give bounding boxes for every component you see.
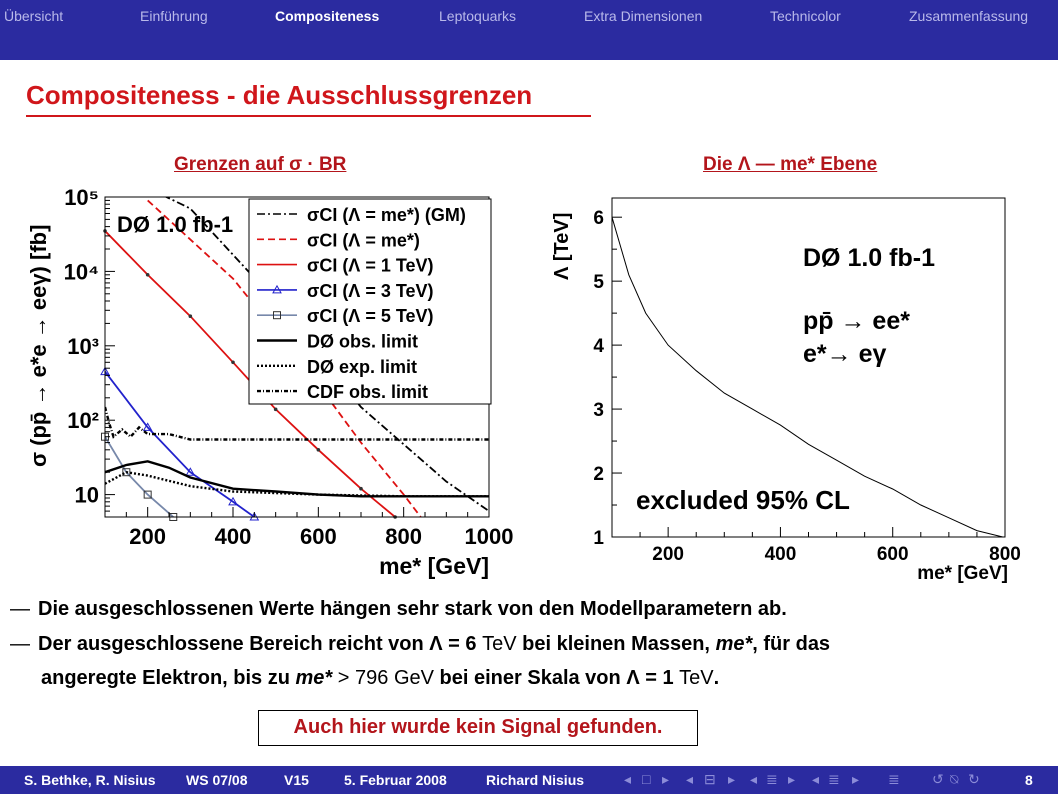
y-tick-label: 1	[593, 528, 604, 549]
legend-entry: σCI (Λ = me*)	[307, 230, 420, 251]
bullet-2-cont-text-b: bei einer Skala von	[439, 667, 621, 689]
alert-box: Auch hier wurde kein Signal gefunden.	[258, 710, 698, 746]
x-tick-label: 400	[764, 544, 797, 565]
nav-search-icon[interactable]: ⍉	[950, 771, 959, 787]
nav-item-leptoquarks[interactable]: Leptoquarks	[439, 8, 517, 24]
legend-entry: DØ obs. limit	[307, 331, 419, 352]
bullet-1	[10, 598, 787, 621]
series-line-4	[105, 372, 254, 517]
y-tick-label: 10⁵	[64, 185, 99, 210]
experiment-label: DØ 1.0 fb-1	[117, 212, 234, 237]
bullet-2-cont-mass-symbol: me*	[295, 667, 333, 689]
nav-slide-icon[interactable]: ⊟	[704, 771, 716, 787]
nav-toc-icon[interactable]: ≣	[888, 771, 900, 787]
y-axis-title: σ (pp̄ → e*e → eeγ) [fb]	[26, 224, 51, 467]
nav-next-subsection-icon[interactable]: ▸	[788, 771, 796, 787]
nav-next-frame-icon[interactable]: ▸	[662, 771, 670, 787]
footer-bar	[0, 766, 1058, 794]
x-tick-label: 800	[385, 524, 423, 549]
nav-subsection-icon[interactable]: ≣	[766, 771, 778, 787]
bullet-2-lambda: Λ = 6	[429, 633, 477, 655]
x-tick-label: 200	[652, 544, 684, 565]
footer-lecture: V15	[284, 772, 309, 788]
nav-prev-section-icon[interactable]: ◂	[812, 771, 820, 787]
series-line-8	[105, 407, 489, 439]
legend-entry: σCI (Λ = me*) (GM)	[307, 205, 466, 225]
left-plot-heading: Grenzen auf σ · BR	[174, 154, 347, 175]
process-line-1: pp̄ → ee*	[803, 307, 910, 335]
y-tick-label: 6	[593, 208, 604, 230]
footer-speaker: Richard Nisius	[486, 772, 585, 788]
nav-back-icon[interactable]: ↺	[932, 771, 944, 787]
bullet-2-mass-symbol: me*	[715, 633, 753, 655]
bullet-2-text-b: bei kleinen Massen,	[522, 633, 710, 655]
nav-next-slide-icon[interactable]: ▸	[728, 771, 736, 787]
nav-item-extra-dimensionen[interactable]: Extra Dimensionen	[584, 8, 703, 24]
y-tick-label: 5	[593, 272, 604, 294]
nav-section-icon[interactable]: ≣	[828, 771, 840, 787]
y-axis-title: Λ [TeV]	[551, 212, 573, 280]
nav-item-technicolor[interactable]: Technicolor	[770, 8, 841, 24]
y-tick-label: 10⁴	[63, 259, 99, 285]
bullet-2-cont-unit2: TeV	[679, 667, 714, 689]
excluded-region-label: excluded 95% CL	[636, 485, 850, 515]
x-tick-label: 800	[989, 544, 1021, 565]
bullet-2	[10, 633, 830, 656]
experiment-label: DØ 1.0 fb-1	[803, 244, 935, 272]
bullet-dash: —	[10, 633, 30, 655]
process-line-2: e*→ eγ	[803, 340, 887, 368]
right-plot-heading: Die Λ — me* Ebene	[703, 154, 878, 175]
bullet-2-cont-text-a: angeregte Elektron, bis zu	[41, 667, 290, 689]
nav-item-uebersicht[interactable]: Übersicht	[4, 8, 64, 24]
nav-frame-icon[interactable]: □	[642, 771, 651, 787]
y-tick-label: 10³	[67, 333, 99, 359]
series-1tev-marker	[317, 448, 321, 452]
lambda-mass-plane-chart	[535, 182, 1058, 587]
legend-entry: σCI (Λ = 1 TeV)	[307, 255, 434, 276]
title-underline	[26, 115, 591, 117]
y-tick-label: 3	[593, 400, 604, 422]
nav-prev-frame-icon[interactable]: ◂	[624, 771, 632, 787]
legend-entry: σCI (Λ = 5 TeV)	[307, 306, 434, 327]
y-tick-label: 10²	[67, 408, 99, 434]
x-tick-label: 200	[129, 524, 167, 549]
bullet-1-text: Die ausgeschlossenen Werte hängen sehr stark von den Modellparametern ab.	[38, 598, 787, 620]
footer-authors: S. Bethke, R. Nisius	[24, 772, 156, 788]
legend-entry: DØ exp. limit	[307, 356, 418, 377]
nav-item-einfuehrung[interactable]: Einführung	[140, 8, 208, 24]
bullet-2-text-c: , für das	[752, 633, 831, 655]
series-line-7	[105, 472, 489, 496]
series-1tev-marker	[146, 273, 150, 277]
slide-title: Compositeness - die Ausschlussgrenzen	[26, 80, 533, 110]
legend-entry: σCI (Λ = 3 TeV)	[307, 280, 434, 301]
bullet-2-continuation	[41, 667, 719, 690]
footer-semester: WS 07/08	[186, 772, 248, 788]
footer-date: 5. Februar 2008	[344, 772, 447, 788]
x-tick-label: 600	[299, 524, 337, 549]
footer-page-number: 8	[1025, 772, 1033, 788]
y-tick-label: 4	[593, 336, 604, 358]
bullet-2-text-a: Der ausgeschlossene Bereich reicht von	[38, 633, 424, 655]
legend-entry: CDF obs. limit	[307, 382, 428, 403]
x-tick-label: 600	[876, 544, 909, 565]
sigma-br-limit-chart	[0, 182, 525, 582]
bullet-2-cont-mass-value: > 796	[337, 667, 389, 689]
bullet-2-cont-lambda: Λ = 1	[626, 667, 674, 689]
series-1tev-marker	[274, 408, 278, 412]
x-tick-label: 400	[214, 524, 252, 549]
nav-item-compositeness[interactable]: Compositeness	[275, 8, 380, 24]
bullet-dash: —	[10, 598, 30, 620]
bullet-2-cont-unit: GeV	[393, 667, 434, 689]
nav-prev-subsection-icon[interactable]: ◂	[750, 771, 758, 787]
bullet-2-unit: TeV	[482, 633, 517, 655]
x-tick-label: 1000	[464, 524, 514, 549]
nav-forward-icon[interactable]: ↻	[968, 771, 980, 787]
y-tick-label: 2	[593, 464, 604, 486]
top-navigation-bar	[0, 0, 1058, 60]
series-1tev-marker	[231, 361, 235, 365]
series-1tev-marker	[359, 487, 363, 491]
nav-prev-slide-icon[interactable]: ◂	[686, 771, 694, 787]
x-axis-title: me* [GeV]	[379, 553, 489, 579]
nav-next-section-icon[interactable]: ▸	[852, 771, 860, 787]
x-axis-title: me* [GeV]	[917, 563, 1008, 584]
series-1tev-marker	[189, 314, 193, 318]
bullet-2-cont-end: .	[713, 667, 720, 689]
nav-item-zusammenfassung[interactable]: Zusammenfassung	[909, 8, 1029, 24]
y-tick-label: 10	[74, 482, 99, 508]
